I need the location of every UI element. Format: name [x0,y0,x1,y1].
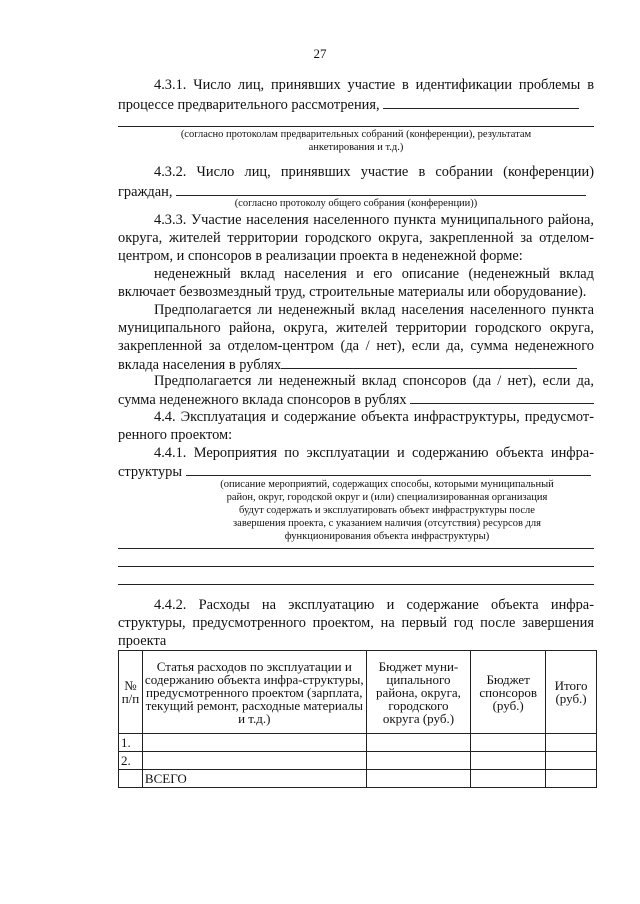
p433-line6: Предполагается ли неденежный вклад населения населенного пункта [154,302,594,318]
p441-note2: район, округ, городской округ и (или) специализированная организация [226,492,548,503]
total-budget-sponsors-cell[interactable] [471,770,546,788]
p433-blank1 [281,356,577,369]
p441-note1: (описание мероприятий, содержащих способы, которыми муниципальный [220,479,554,490]
table-row [119,734,597,752]
p432-note: (согласно протоколу общего собрания (конференции)) [234,198,478,209]
row-budget-sponsors-cell[interactable] [471,752,546,770]
p441-rule2 [118,566,594,567]
p441-note4: завершения проекта, с указанием наличия (отсутствия) ресурсов для [233,518,541,529]
row-num[interactable]: 1. [119,734,143,752]
p433-line10: Предполагается ли неденежный вклад спонсоров (да / нет), если да, [154,373,594,389]
row-budget-mun-cell[interactable] [366,734,471,752]
p432-line2: граждан, [118,183,594,201]
row-item-cell[interactable] [142,752,366,770]
th-budget-sponsors: Бюджет спонсоров (руб.) [471,651,546,734]
p433-line3: центром, и спонсоров в реализации проекта в неденежной форме: [118,248,523,264]
p431-note2: анкетирования и т.д.) [308,142,404,153]
p442-line3: проекта [118,633,167,649]
expenses-table [118,650,597,788]
p441-line2: структуры [118,463,594,481]
p441-note5: функционирования объекта инфраструктуры) [284,531,490,542]
table-row [119,752,597,770]
p44-line2: ренного проектом: [118,427,233,443]
p431-line2: процессе предварительного рассмотрения, [118,96,594,114]
p431-note1: (согласно протоколам предварительных собраний (конференции), результатам [180,129,532,140]
p433-line9: вклада населения в рублях [118,356,594,374]
total-budget-mun-cell[interactable] [366,770,471,788]
total-total-cell[interactable] [546,770,597,788]
table-total-row [119,770,597,788]
p433-line4: неденежный вклад населения и его описание (неденежный вклад [154,266,594,282]
p44-line1: 4.4. Эксплуатация и содержание объекта инфраструктуры, предусмот- [154,409,594,425]
p432-blank [176,183,586,196]
p431-rule [118,126,594,127]
p441-line1: 4.4.1. Мероприятия по эксплуатации и содержанию объекта инфра- [154,445,594,461]
th-num: № п/п [119,651,143,734]
table-header-row [119,651,597,734]
row-total-cell[interactable] [546,752,597,770]
p433-line2: округа, жителей территории городского округа, закрепленной за отделом- [118,230,594,246]
p433-line8: закрепленной за отделом-центром (да / нет), если да, сумма неденежного [118,338,594,354]
row-budget-mun-cell[interactable] [366,752,471,770]
p433-line7: муниципального района, округа, жителей территории городского округа, [118,320,594,336]
p431-blank [383,96,579,109]
row-item-cell[interactable] [142,734,366,752]
row-budget-sponsors-cell[interactable] [471,734,546,752]
th-total: Итого (руб.) [546,651,597,734]
p431-line1: 4.3.1. Число лиц, принявших участие в идентификации проблемы в [154,77,594,93]
p441-rule1 [118,548,594,549]
th-budget-mun: Бюджет муни-ципального района, округа, городского округа (руб.) [366,651,471,734]
p441-blank [186,463,591,476]
p433-line11: сумма неденежного вклада спонсоров в рублях [118,391,594,409]
p432-line1: 4.3.2. Число лиц, принявших участие в собрании (конференции) [154,164,594,180]
total-label: ВСЕГО [142,770,366,788]
p441-rule3 [118,584,594,585]
p433-blank2 [410,391,594,404]
p433-line1: 4.3.3. Участие населения населенного пункта муниципального района, [154,212,594,228]
p433-line5: включает безвозмездный труд, строительные материалы или оборудование). [118,284,587,300]
total-num-cell[interactable] [119,770,143,788]
p442-line1: 4.4.2. Расходы на эксплуатацию и содержание объекта инфра- [154,597,594,613]
row-total-cell[interactable] [546,734,597,752]
page-number: 27 [313,46,327,61]
p441-note3: будут содержать и эксплуатировать объект инфраструктуры после [239,505,535,516]
p442-line2: структуры, предусмотренного проектом, на первый год после завершения [118,615,594,631]
row-num[interactable]: 2. [119,752,143,770]
th-item: Статья расходов по эксплуатации и содержанию объекта инфра-структуры, предусмотренного проектом (зарплата, текущий ремонт, расходные материалы и т.д.) [142,651,366,734]
